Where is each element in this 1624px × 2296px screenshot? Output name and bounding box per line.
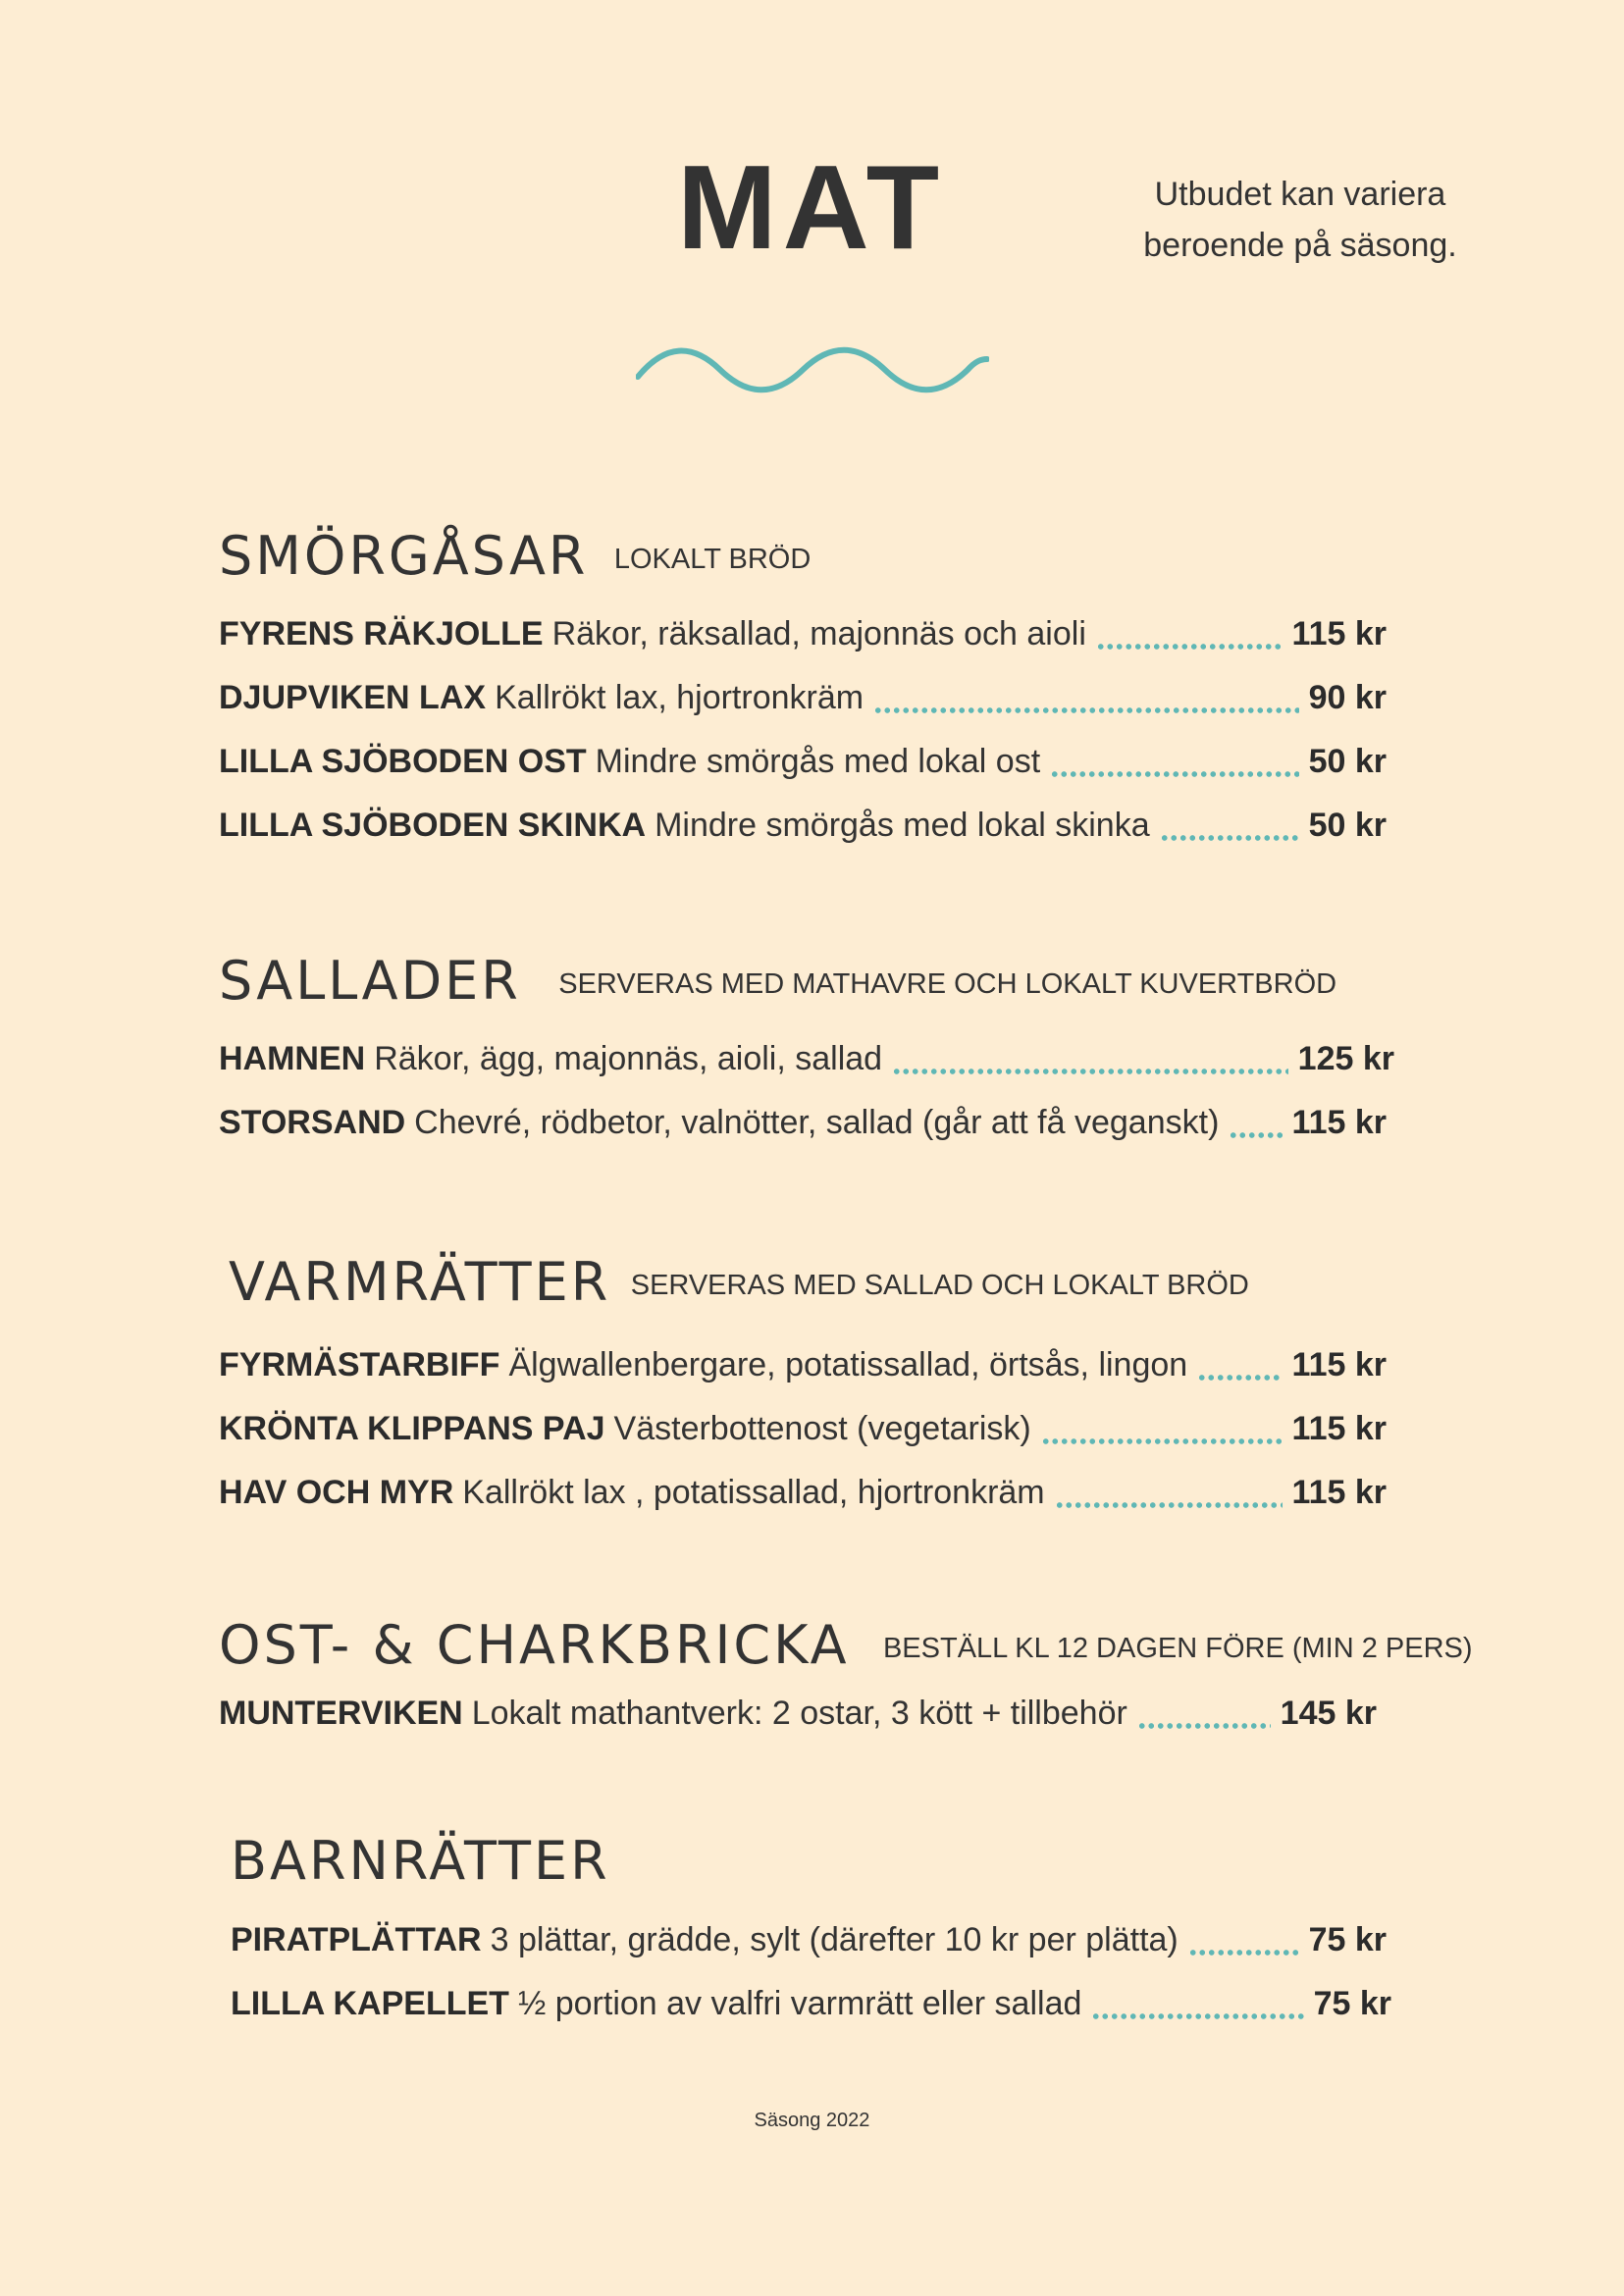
- item-price: 50 kr: [1308, 807, 1387, 844]
- dotted-leader: [1197, 1375, 1282, 1381]
- availability-note-line-1: Utbudet kan variera: [1154, 176, 1446, 213]
- section-header: [219, 525, 811, 587]
- section-title: SALLADER: [219, 950, 521, 1012]
- item-description: Räkor, räksallad, majonnäs och aioli: [551, 615, 1086, 652]
- menu-item: [219, 1695, 1377, 1733]
- item-description: Räkor, ägg, majonnäs, aioli, sallad: [374, 1040, 883, 1077]
- item-description: Mindre smörgås med lokal ost: [595, 743, 1041, 780]
- menu-item: [219, 679, 1387, 717]
- item-name: PIRATPLÄTTAR: [231, 1921, 482, 1958]
- wave-divider-icon: [636, 345, 989, 394]
- menu-item: [219, 1410, 1387, 1448]
- item-name: MUNTERVIKEN: [219, 1695, 463, 1732]
- menu-item: [219, 1346, 1387, 1384]
- item-name: FYRENS RÄKJOLLE: [219, 615, 544, 652]
- menu-item: [231, 1921, 1387, 1959]
- menu-item: [231, 1985, 1391, 2023]
- availability-note: [1119, 169, 1482, 271]
- section-title: BARNRÄTTER: [231, 1830, 610, 1892]
- item-description: Älgwallenbergare, potatissallad, örtsås, lingon: [508, 1346, 1188, 1383]
- item-price: 115 kr: [1291, 1346, 1387, 1383]
- item-price: 115 kr: [1291, 1410, 1387, 1447]
- item-price: 115 kr: [1291, 1104, 1387, 1141]
- item-price: 75 kr: [1313, 1985, 1391, 2022]
- section-subtitle: BESTÄLL KL 12 DAGEN FÖRE (MIN 2 PERS): [882, 1633, 1473, 1664]
- dotted-leader: [1188, 1950, 1299, 1956]
- item-description: Mindre smörgås med lokal skinka: [655, 807, 1150, 844]
- dotted-leader: [1160, 835, 1299, 841]
- item-price: 50 kr: [1308, 743, 1387, 780]
- section-title: SMÖRGÅSAR: [219, 525, 589, 587]
- section-header: [229, 1251, 1249, 1313]
- item-name: KRÖNTA KLIPPANS PAJ: [219, 1410, 605, 1447]
- item-name: LILLA SJÖBODEN OST: [219, 743, 587, 780]
- menu-item: [219, 1104, 1387, 1142]
- menu-item: [219, 743, 1387, 781]
- item-description: Chevré, rödbetor, valnötter, sallad (går att få veganskt): [414, 1104, 1220, 1141]
- section-subtitle: SERVERAS MED SALLAD OCH LOKALT BRÖD: [630, 1270, 1249, 1301]
- section-header: [219, 1614, 1473, 1676]
- section-title: VARMRÄTTER: [229, 1251, 611, 1313]
- item-name: LILLA KAPELLET: [231, 1985, 509, 2022]
- season-footer: Säsong 2022: [754, 2110, 870, 2131]
- availability-note-line-2: beroende på säsong.: [1143, 227, 1457, 264]
- item-name: LILLA SJÖBODEN SKINKA: [219, 807, 647, 844]
- item-price: 145 kr: [1280, 1695, 1377, 1732]
- section-subtitle: LOKALT BRÖD: [613, 544, 812, 575]
- item-description: 3 plättar, grädde, sylt (därefter 10 kr per plätta): [490, 1921, 1179, 1958]
- dotted-leader: [1091, 2013, 1303, 2019]
- dotted-leader: [1050, 771, 1298, 777]
- item-price: 125 kr: [1297, 1040, 1394, 1077]
- item-name: DJUPVIKEN LAX: [219, 679, 487, 716]
- item-description: Lokalt mathantverk: 2 ostar, 3 kött + tillbehör: [471, 1695, 1127, 1732]
- item-name: FYRMÄSTARBIFF: [219, 1346, 500, 1383]
- section-header: [219, 950, 1336, 1012]
- item-price: 90 kr: [1308, 679, 1387, 716]
- item-price: 75 kr: [1308, 1921, 1387, 1958]
- dotted-leader: [1229, 1132, 1282, 1138]
- section-subtitle: SERVERAS MED MATHAVRE OCH LOKALT KUVERTBRÖD: [558, 968, 1337, 1000]
- dotted-leader: [1096, 644, 1283, 650]
- dotted-leader: [1137, 1723, 1271, 1729]
- item-price: 115 kr: [1291, 615, 1387, 652]
- item-description: ½ portion av valfri varmrätt eller sallad: [517, 1985, 1082, 2022]
- menu-item: [219, 807, 1387, 845]
- item-description: Kallrökt lax, hjortronkräm: [495, 679, 864, 716]
- item-name: HAV OCH MYR: [219, 1474, 454, 1511]
- dotted-leader: [1055, 1502, 1283, 1508]
- dotted-leader: [1041, 1438, 1283, 1444]
- item-price: 115 kr: [1291, 1474, 1387, 1511]
- menu-item: [219, 1040, 1394, 1078]
- item-description: Västerbottenost (vegetarisk): [613, 1410, 1031, 1447]
- section-header: [231, 1830, 610, 1892]
- item-name: HAMNEN: [219, 1040, 366, 1077]
- dotted-leader: [873, 707, 1299, 713]
- item-description: Kallrökt lax , potatissallad, hjortronkräm: [462, 1474, 1045, 1511]
- dotted-leader: [892, 1069, 1288, 1074]
- item-name: STORSAND: [219, 1104, 406, 1141]
- menu-item: [219, 615, 1387, 653]
- section-title: OST- & CHARKBRICKA: [219, 1614, 850, 1676]
- menu-title: MAT: [677, 140, 946, 274]
- menu-item: [219, 1474, 1387, 1512]
